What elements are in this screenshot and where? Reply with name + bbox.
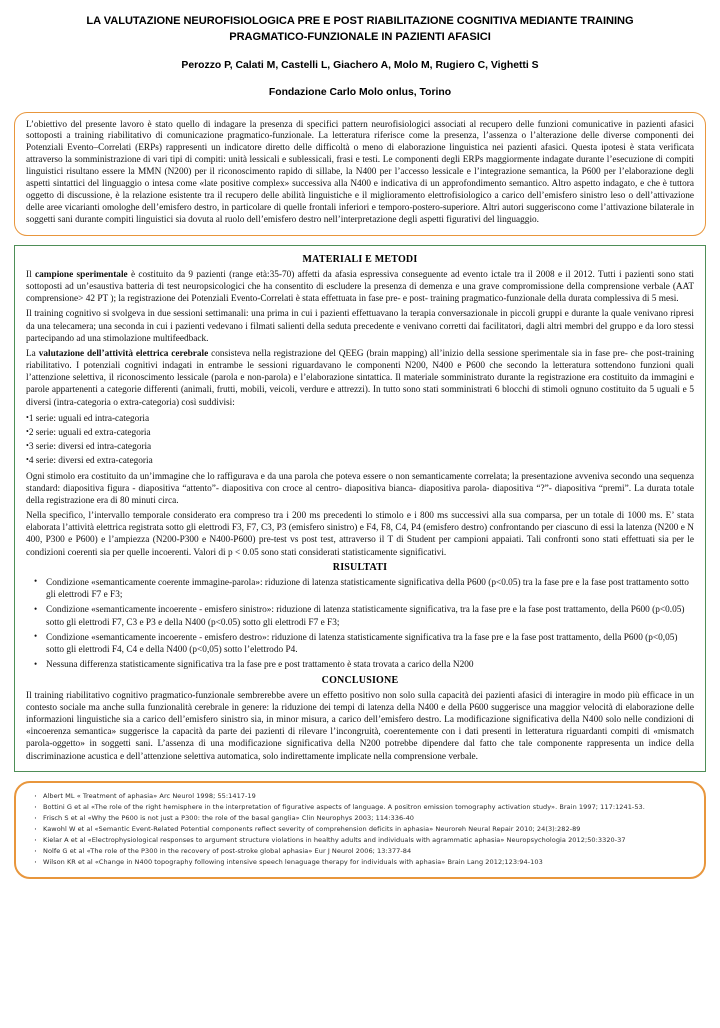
list-item: · Frisch S et al «Why the P600 is not just a P300: the role of the basal ganglia» Clin Neurophys 2003; 114:336-40 [32, 813, 691, 824]
section-heading-materiali: MATERIALI E METODI [302, 253, 418, 265]
list-item: · Bottini G et al «The role of the right hemisphere in the interpretation of figurative aspects of language. A positron emission tomography activation study». Brain 1997; 117:1241-53. [32, 802, 691, 813]
materiali-p1-post: è costituito da 9 pazienti (range età:35-70) affetti da afasia espressiva conseguente ad evento ictale tra il 2008 e il 2012. Tutti i pazienti sono stati sottoposti ad un’esaustiva batteria di test neuropsicologici che ha consentito di escludere la presenza di demenza e una grave compromissione della comprensione verbale (AAT comprensione> 42 PT ); la registrazione dei Potenziali Evento-Correlati è stata effettuata in fase pre- e post- training pragmatico-funzionale della durata complessiva di 5 mesi. [26, 269, 694, 305]
conclusione-text: Il training riabilitativo cognitivo pragmatico-funzionale sembrerebbe avere un effetto positivo non solo sulla capacità dei pazienti afasici di interagire in modo più efficace in un contesto sociale ma anche sulla funzionalità cerebrale in genere: la riduzione dei tempi di latenza della N400 e della P600 suggerisce una maggior velocità di elaborazione delle informazioni linguistiche sia a carico dell’emisfero sinistro sia, in minor misura, a carico dell’emisfero destro. La modificazione significativa della N400 solo nelle condizioni di «incoerenza semantica» suggerisce la capacità da parte dei pazienti di rilevare l’incongruità, coerentemente con i dati presenti in letteratura riguardanti compiti di «mismatch parola-oggetto» in soggetti sani. L’assenza di una modificazione significativa della N200 potrebbe dipendere dal fatto che tale componente rappresenta un indice della discriminazione acustica e dell’attenzione selettiva automatica, solo indirettamente implicate nella comprensione verbale. [26, 690, 694, 762]
section-heading-risultati: RISULTATI [332, 561, 388, 573]
abstract-text: L’obiettivo del presente lavoro è stato quello di indagare la presenza di specifici pattern neurofisiologici associati al recupero delle funzioni comunicative in pazienti afasici sottoposti a training riabilitativo di comunicazione pragmatico-funzionale. La letteratura riferisce come la presenza, l’assenza o l’alterazione delle diverse componenti dei Potenziali Evento–Correlati (ERPs) rappresenti un indicatore diretto delle difficoltà o meno di elaborazione linguistica nei pazienti afasici. Questa ipotesi è stata verificata attraverso la somministrazione di vari tipi di compiti: unità lessicali e sublessicali, frasi e testi. Le componenti degli ERPs maggiormente indagate durante l’esecuzione di compiti linguistici risultano essere la MMN (N200) per il riconoscimento rapido di sillabe, la N400 per l’accesso lessicale e l’integrazione semantica, la P600 per l’elaborazione degli aspetti sintattici del linguaggio o intesa come «late positive complex» successiva alla N400 e indicativa di un approfondimento semantico. Altro aspetto indagato, e che è tuttora oggetto di discussione, è la relazione esistente tra il recupero delle abilità linguistiche e il miglioramento elettrofisiologico a carico dell’emisfero sinistro leso o dell’attivazione delle aree vicarianti omologhe dell’emisfero destro, in particolare di quelle frontali inferiori e temporo-postero-superiore. Altri autori suggeriscono come l’attivazione bilaterale in soggetti sani durante compiti linguistici sia dovuta al ruolo dell’emisfero destro nell’interpretazione degli aspetti figurativi del linguaggio. [26, 119, 694, 225]
list-item: • Condizione «semanticamente coerente immagine-parola»: riduzione di latenza statisticamente significativa della P600 (p<0.05) tra la fase pre e la fase post trattamento sotto gli elettrodi F7 e F3; [26, 577, 694, 602]
materiali-p1-bold: campione sperimentale [35, 269, 128, 280]
list-item: · Kielar A et al «Electrophysiological responses to argument structure violations in healthy adults and individuals with agrammatic aphasia» Neuropsychologia 2012;50:3320-37 [32, 835, 691, 846]
materiali-paragraph-1 [26, 269, 694, 306]
affiliation: Fondazione Carlo Molo onlus, Torino [268, 86, 452, 98]
list-item: • 4 serie: diversi ed extra-categoria [26, 454, 694, 468]
page-title: LA VALUTAZIONE NEUROFISIOLOGICA PRE E POST RIABILITAZIONE COGNITIVA MEDIANTE TRAINING PRAGMATICO-FUNZIONALE IN PAZIENTI AFASICI [86, 15, 634, 43]
list-item: · Nolfe G et al «The role of the P300 in the recovery of post-stroke global aphasia» Eur J Neurol 2006; 13:377-84 [32, 846, 691, 857]
risultati-list [26, 577, 694, 672]
list-item: · Kawohl W et al «Semantic Event-Related Potential components reflect severity of comprehension deficits in aphasia» Neuroreh Neural Repair 2010; 24(3):282-89 [32, 824, 691, 835]
list-item: · Wilson KR et al «Change in N400 topography following intensive speech lenaguage therapy for individuals with aphasia» Brain Lang 2012;123:94-103 [32, 857, 691, 868]
materiali-paragraph-4: Ogni stimolo era costituito da un’immagine che lo raffigurava e da una parola che poteva essere o non semanticamente correlata; la presentazione avveniva secondo una sequenza standard: diapositiva figura - diapositiva “attento”- diapositiva con croce al centro- diapositiva bianca- diapositiva parola- diapositiva “?”- diapositiva “premi”. La durata totale della registrazione era di 80 minuti circa. [26, 471, 694, 506]
author-list: Perozzo P, Calati M, Castelli L, Giachero A, Molo M, Rugiero C, Vighetti S [181, 59, 539, 71]
materiali-p3-bold: valutazione dell’attività elettrica cerebrale [38, 348, 209, 359]
poster-header [0, 0, 720, 102]
materiali-p3-post: consisteva nella registrazione del QEEG (brain mapping) all’inizio della sessione sperimentale sia in fase pre- che post-training riabilitativo. I potenziali cognitivi indagati in entrambe le sessioni riguardavano le componenti N200, N400 e P600 che secondo la letteratura sottendono funzioni quali l’attenzione selettiva, il riconoscimento lessicale (parola e non-parola) e l’elaborazione sintattica. Il materiale somministrato durante la registrazione era costituito da immagini e parole appartenenti a categorie differenti (animali, frutti, mobili, veicoli, verdure e attrezzi). In tutto sono stati somministrati 6 blocchi di stimoli ognuno costituito da 5 uguali e 5 diversi (intra-categoria o extra-categoria) così suddivisi: [26, 348, 694, 408]
list-item: • 3 serie: diversi ed intra-categoria [26, 440, 694, 454]
list-item: • Nessuna differenza statisticamente significativa tra la fase pre e post trattamento è stata trovata a carico della N200 [26, 659, 694, 671]
bibliography-box [14, 781, 706, 880]
abstract-box [14, 112, 706, 236]
section-heading-conclusione: CONCLUSIONE [321, 674, 399, 686]
main-content-box [14, 245, 706, 772]
materiali-paragraph-5: Nella specifico, l’intervallo temporale considerato era compreso tra i 200 ms precedenti lo stimolo e i 800 ms successivi alla sua comparsa, per un totale di 1000 ms. E’ stata elaborata l’attività elettrica registrata sotto gli elettrodi F3, F7, C3, P3 (emisfero sinistro) e F4, F8, C4, P4 (emisfero destro) confrontando per ciascuno di essi la latenza (N200 e N 400, P300 e P600) e l’ampiezza (N200-P300 e N400-P600) pre-test vs post test, attraverso il T di Student per campioni appaiati. Tali confronti sono stati effettuati sia per le condizioni coerenti sia per quelle incoerenti. Valori di p < 0.05 sono stati considerati statisticamente significativi. [26, 511, 694, 558]
materiali-p1-pre: Il [26, 269, 35, 280]
list-item: • Condizione «semanticamente incoerente - emisfero destro»: riduzione di latenza statisticamente significativa tra la fase pre e la fase post trattamento, della P600 (p<0,05) sotto gli elettrodi F4, C4 e della N400 (p<0,05) sotto l’elettrodo P4. [26, 632, 694, 657]
list-item: • 2 serie: uguali ed extra-categoria [26, 426, 694, 440]
bibliography-list [32, 791, 691, 868]
list-item: • 1 serie: uguali ed intra-categoria [26, 412, 694, 426]
materiali-paragraph-3 [26, 348, 694, 409]
list-item: · Albert ML « Treatment of aphasia» Arc Neurol 1998; 55:1417-19 [32, 791, 691, 802]
materiali-p3-pre: La [26, 348, 39, 359]
list-item: • Condizione «semanticamente incoerente - emisfero sinistro»: riduzione di latenza statisticamente significativa, tra la fase pre e la fase post trattamento, della P600 (p<0.05) sotto gli elettrodi F7, C3 e P3 e della N400 (p<0.05) sotto gli elettrodi F7 e F3; [26, 604, 694, 629]
series-list [26, 412, 694, 469]
materiali-paragraph-2: Il training cognitivo si svolgeva in due sessioni settimanali: una prima in cui i pazienti effettuavano la terapia conversazionale in piccoli gruppi e durante la quale venivano ripresi da una telecamera; una seconda in cui i pazienti vedevano i filmati salienti della seduta precedente e venivano corretti dai facilitatori, dagli altri membri del gruppo e da loro stessi partecipando ad una stimolazione multifeedback. [26, 309, 694, 344]
